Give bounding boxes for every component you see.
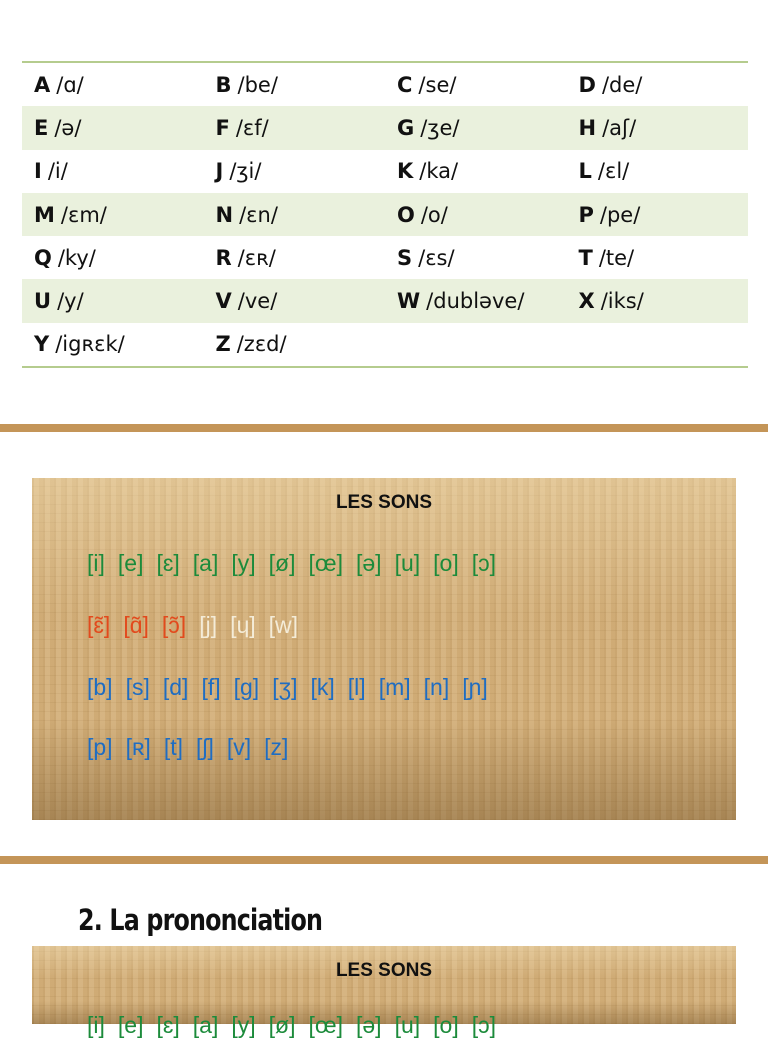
phoneme: [ʀ]: [125, 734, 151, 760]
letter: C: [397, 72, 413, 97]
phoneme: [y]: [231, 550, 256, 576]
phoneme: [v]: [226, 734, 252, 760]
phoneme: [i]: [87, 550, 105, 576]
phoneme: [ʒ]: [272, 674, 298, 700]
letter: K: [397, 159, 414, 184]
ipa: /pe/: [599, 202, 641, 227]
table-cell: [22, 289, 204, 313]
table-row: [22, 63, 748, 106]
ipa: /ə/: [54, 115, 82, 140]
phoneme: [ɔ]: [471, 550, 497, 576]
phoneme: [ɑ̃]: [123, 612, 149, 638]
panel-title: LES SONS: [335, 492, 433, 513]
table-cell: [385, 73, 567, 97]
phoneme: [o]: [433, 1012, 459, 1038]
ipa: /ve/: [237, 289, 278, 314]
table-cell: [204, 116, 386, 140]
ipa: /se/: [418, 72, 457, 97]
nasal-semivowel-row: [87, 612, 311, 639]
ipa: /ɛl/: [597, 159, 630, 184]
table-cell: [204, 246, 386, 270]
ipa: /y/: [57, 289, 84, 314]
vowel-row: [87, 550, 509, 577]
table-cell: [22, 116, 204, 140]
letter: F: [215, 115, 230, 140]
table-cell: [204, 289, 386, 313]
phoneme: [m]: [378, 674, 411, 700]
ipa: /iks/: [600, 289, 644, 314]
phoneme: [ʃ]: [196, 734, 214, 760]
letter: E: [34, 115, 49, 140]
letter: N: [215, 202, 234, 227]
letter: I: [34, 159, 42, 184]
phoneme: [ə]: [356, 550, 382, 576]
phoneme: [ø]: [268, 1012, 296, 1038]
table-cell: [22, 246, 204, 270]
sounds-panel: [32, 478, 736, 820]
table-row: [22, 236, 748, 279]
section-heading: 2. La prononciation: [78, 903, 323, 937]
phoneme: [a]: [192, 1012, 219, 1038]
table-cell: [22, 203, 204, 227]
ipa: /aʃ/: [602, 115, 637, 140]
ipa: /ɛm/: [60, 202, 107, 227]
ipa: /ɑ/: [56, 72, 84, 97]
ipa: /dubləve/: [426, 289, 525, 314]
separator-bar: [0, 424, 768, 432]
letter: G: [397, 115, 415, 140]
letter: X: [578, 289, 595, 314]
ipa: /ky/: [57, 245, 96, 270]
ipa: /te/: [598, 245, 635, 270]
table-row: [22, 193, 748, 236]
letter: U: [34, 289, 52, 314]
letter: W: [397, 289, 421, 314]
phoneme: [ə]: [356, 1012, 382, 1038]
table-cell: [385, 203, 567, 227]
ipa: /ʒi/: [229, 159, 262, 184]
separator-bar: [0, 856, 768, 864]
letter: Z: [215, 332, 231, 357]
phoneme: [œ]: [308, 1012, 343, 1038]
phoneme: [s]: [125, 674, 150, 700]
vowel-row: [87, 1012, 509, 1039]
table-cell: [204, 332, 386, 356]
phoneme: [u]: [394, 550, 421, 576]
phoneme: [g]: [233, 674, 260, 700]
letter: J: [215, 159, 224, 184]
phoneme: [ɔ̃]: [161, 612, 187, 638]
phoneme: [ɛ]: [156, 550, 180, 576]
phoneme: [w]: [268, 612, 299, 638]
table-cell: [385, 116, 567, 140]
table-cell: [567, 73, 749, 97]
phoneme: [ø]: [268, 550, 296, 576]
letter: Q: [34, 245, 52, 270]
table-cell: [204, 203, 386, 227]
letter: B: [215, 72, 232, 97]
phoneme: [u]: [394, 1012, 421, 1038]
table-cell: [385, 159, 567, 183]
phoneme: [ɥ]: [230, 612, 256, 638]
ipa: /be/: [237, 72, 278, 97]
phoneme: [y]: [231, 1012, 256, 1038]
phoneme: [d]: [162, 674, 189, 700]
table-cell: [567, 159, 749, 183]
phoneme: [j]: [199, 612, 218, 638]
table-cell: [204, 159, 386, 183]
letter: V: [215, 289, 232, 314]
ipa: /ɛn/: [239, 202, 278, 227]
ipa: /ka/: [419, 159, 459, 184]
phoneme: [a]: [192, 550, 219, 576]
table-cell: [567, 116, 749, 140]
phoneme: [ɛ̃]: [87, 612, 111, 638]
phoneme: [ɔ]: [471, 1012, 497, 1038]
letter: Y: [34, 332, 50, 357]
letter: H: [578, 115, 597, 140]
ipa: /ɛs/: [418, 245, 455, 270]
ipa: /de/: [601, 72, 643, 97]
letter: A: [34, 72, 51, 97]
ipa: /o/: [420, 202, 448, 227]
consonant-row: [87, 734, 301, 761]
phoneme: [z]: [264, 734, 289, 760]
consonant-row: [87, 674, 501, 701]
alphabet-table: [22, 61, 748, 368]
table-cell: [567, 289, 749, 313]
letter: D: [578, 72, 596, 97]
phoneme: [b]: [87, 674, 113, 700]
phoneme: [f]: [201, 674, 221, 700]
ipa: /i/: [47, 159, 68, 184]
ipa: /igʀɛk/: [55, 332, 125, 357]
ipa: /ʒe/: [420, 115, 460, 140]
table-cell: [385, 246, 567, 270]
table-cell: [22, 332, 204, 356]
letter: T: [578, 245, 593, 270]
sounds-panel: [32, 946, 736, 1038]
letter: P: [578, 202, 594, 227]
table-cell: [22, 159, 204, 183]
ipa: /ɛf/: [235, 115, 269, 140]
panel-title: LES SONS: [335, 960, 433, 981]
table-cell: [567, 246, 749, 270]
table-row: [22, 279, 748, 322]
phoneme: [ɛ]: [156, 1012, 180, 1038]
table-row: [22, 106, 748, 149]
letter: R: [215, 245, 232, 270]
letter: L: [578, 159, 592, 184]
phoneme: [l]: [347, 674, 366, 700]
table-row: [22, 323, 748, 366]
phoneme: [p]: [87, 734, 113, 760]
phoneme: [n]: [423, 674, 450, 700]
table-cell: [385, 289, 567, 313]
table-row: [22, 150, 748, 193]
phoneme: [ɲ]: [462, 674, 488, 700]
phoneme: [e]: [117, 550, 144, 576]
table-cell: [22, 73, 204, 97]
phoneme: [e]: [117, 1012, 144, 1038]
ipa: /ɛʀ/: [237, 245, 276, 270]
phoneme: [t]: [163, 734, 183, 760]
table-cell: [204, 73, 386, 97]
letter: M: [34, 202, 55, 227]
ipa: /zɛd/: [236, 332, 287, 357]
phoneme: [œ]: [308, 550, 343, 576]
phoneme: [k]: [310, 674, 335, 700]
letter: S: [397, 245, 413, 270]
table-cell: [567, 203, 749, 227]
letter: O: [397, 202, 415, 227]
phoneme: [o]: [433, 550, 459, 576]
phoneme: [i]: [87, 1012, 105, 1038]
